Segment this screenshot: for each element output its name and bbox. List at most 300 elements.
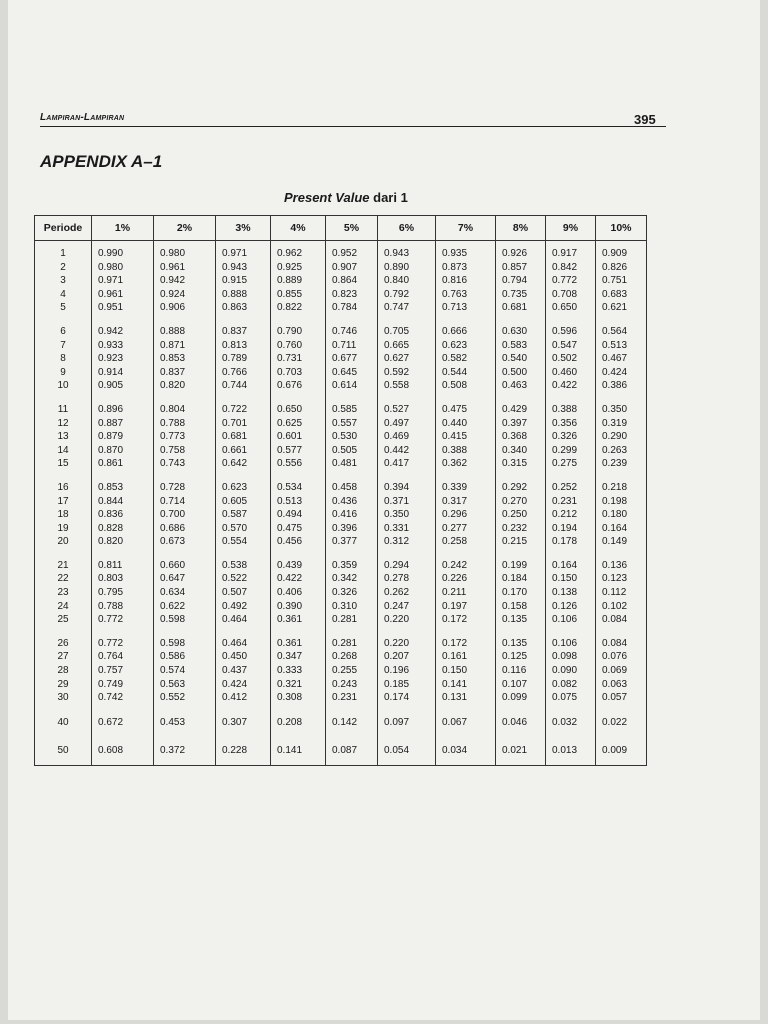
- rate-cell: [546, 737, 596, 766]
- pv-value: 0.686: [160, 522, 186, 534]
- period-cell: [35, 553, 92, 631]
- pv-value: 0.577: [277, 444, 303, 456]
- pv-value: 0.582: [442, 353, 468, 365]
- period-value: 40: [57, 717, 69, 729]
- pv-value: 0.255: [332, 665, 358, 677]
- pv-value: 0.926: [502, 248, 528, 259]
- rate-cell: [154, 319, 216, 397]
- pv-value: 0.942: [160, 275, 186, 287]
- pv-value: 0.784: [332, 302, 358, 314]
- pv-value: 0.116: [502, 665, 527, 677]
- pv-value: 0.131: [442, 692, 468, 704]
- pv-value: 0.502: [552, 353, 578, 365]
- appendix-title: APPENDIX A–1: [40, 152, 163, 171]
- pv-value: 0.813: [222, 339, 248, 351]
- pv-value: 0.677: [332, 353, 358, 365]
- header-rate: 7%: [436, 216, 496, 241]
- pv-value: 0.377: [332, 536, 358, 548]
- pv-value: 0.773: [160, 431, 186, 443]
- pv-value: 0.126: [552, 600, 578, 612]
- pv-value: 0.666: [442, 325, 468, 337]
- pv-value: 0.917: [552, 248, 578, 259]
- pv-value: 0.735: [502, 288, 528, 300]
- pv-value: 0.138: [552, 587, 578, 599]
- pv-value: 0.396: [332, 522, 358, 534]
- pv-value: 0.905: [98, 380, 124, 392]
- pv-value: 0.319: [602, 417, 628, 429]
- pv-value: 0.816: [442, 275, 468, 287]
- pv-value: 0.296: [442, 509, 468, 521]
- pv-value: 0.390: [277, 600, 303, 612]
- pv-value: 0.558: [384, 380, 410, 392]
- pv-value: 0.887: [98, 417, 124, 429]
- rate-cell: [92, 709, 154, 737]
- rate-cell: [436, 475, 496, 553]
- pv-value: 0.242: [442, 559, 468, 571]
- pv-value: 0.371: [384, 495, 410, 507]
- pv-value: 0.772: [552, 275, 578, 287]
- pv-value: 0.417: [384, 458, 410, 470]
- pv-value: 0.361: [277, 637, 303, 649]
- pv-value: 0.436: [332, 495, 358, 507]
- pv-value: 0.009: [602, 745, 628, 757]
- period-cell: [35, 241, 92, 319]
- pv-value: 0.961: [160, 261, 186, 273]
- pv-value: 0.294: [384, 559, 410, 571]
- pv-value: 0.087: [332, 745, 358, 757]
- rate-cell: [378, 397, 436, 475]
- period-value: 9: [60, 366, 66, 378]
- pv-value: 0.630: [502, 325, 528, 337]
- running-header: Lampiran-Lampiran: [40, 112, 125, 123]
- rate-cell: [596, 319, 647, 397]
- pv-value: 0.196: [384, 665, 410, 677]
- rate-cell: [326, 553, 378, 631]
- pv-value: 0.598: [160, 637, 186, 649]
- pv-value: 0.650: [552, 302, 578, 314]
- pv-value: 0.243: [332, 678, 358, 690]
- rate-cell: [596, 475, 647, 553]
- rate-cell: [596, 553, 647, 631]
- pv-value: 0.270: [502, 495, 528, 507]
- rate-cell: [378, 553, 436, 631]
- pv-value: 0.587: [222, 509, 248, 521]
- pv-value: 0.623: [442, 339, 468, 351]
- pv-value: 0.164: [602, 522, 628, 534]
- pv-value: 0.530: [332, 431, 358, 443]
- pv-value: 0.728: [160, 481, 186, 493]
- pv-value: 0.308: [277, 692, 303, 704]
- rate-cell: [378, 475, 436, 553]
- period-value: 27: [57, 651, 69, 663]
- pv-value: 0.342: [332, 573, 358, 585]
- pv-value: 0.046: [502, 717, 528, 729]
- pv-value: 0.125: [502, 651, 528, 663]
- pv-value: 0.596: [552, 325, 578, 337]
- pv-value: 0.290: [602, 431, 628, 443]
- pv-value: 0.063: [602, 678, 628, 690]
- header-rate: 4%: [271, 216, 326, 241]
- pv-value: 0.458: [332, 481, 358, 493]
- pv-value: 0.172: [442, 637, 468, 649]
- pv-value: 0.232: [502, 522, 528, 534]
- pv-value: 0.853: [98, 481, 124, 493]
- pv-value: 0.661: [222, 444, 248, 456]
- present-value-table: [34, 215, 647, 766]
- pv-value: 0.794: [502, 275, 528, 287]
- pv-value: 0.605: [222, 495, 248, 507]
- pv-value: 0.102: [602, 600, 628, 612]
- pv-value: 0.021: [502, 745, 528, 757]
- pv-value: 0.714: [160, 495, 186, 507]
- pv-value: 0.422: [277, 573, 303, 585]
- rate-cell: [326, 397, 378, 475]
- pv-value: 0.158: [502, 600, 528, 612]
- rate-cell: [596, 737, 647, 766]
- pv-value: 0.990: [98, 248, 124, 259]
- pv-value: 0.450: [222, 651, 248, 663]
- pv-value: 0.746: [332, 325, 358, 337]
- pv-value: 0.475: [442, 403, 468, 415]
- pv-value: 0.513: [277, 495, 303, 507]
- period-value: 10: [57, 380, 69, 392]
- period-value: 26: [57, 637, 69, 649]
- pv-value: 0.708: [552, 288, 578, 300]
- pv-value: 0.564: [602, 325, 628, 337]
- table-row-group: [35, 709, 647, 737]
- pv-value: 0.442: [384, 444, 410, 456]
- pv-value: 0.467: [602, 353, 628, 365]
- pv-value: 0.592: [384, 366, 410, 378]
- pv-value: 0.315: [502, 458, 528, 470]
- pv-value: 0.231: [332, 692, 358, 704]
- pv-value: 0.906: [160, 302, 186, 314]
- pv-value: 0.386: [602, 380, 628, 392]
- table-row-group: [35, 475, 647, 553]
- pv-value: 0.347: [277, 651, 303, 663]
- period-value: 28: [57, 665, 69, 677]
- pv-value: 0.141: [442, 678, 468, 690]
- rate-cell: [271, 397, 326, 475]
- pv-value: 0.239: [602, 458, 628, 470]
- pv-value: 0.170: [502, 587, 528, 599]
- page-number: 395: [634, 112, 656, 127]
- pv-value: 0.507: [222, 587, 248, 599]
- pv-value: 0.292: [502, 481, 528, 493]
- pv-value: 0.150: [442, 665, 468, 677]
- pv-value: 0.494: [277, 509, 303, 521]
- pv-value: 0.112: [602, 587, 627, 599]
- rate-cell: [546, 475, 596, 553]
- pv-value: 0.935: [442, 248, 468, 259]
- pv-value: 0.861: [98, 458, 124, 470]
- pv-value: 0.622: [160, 600, 186, 612]
- rate-cell: [436, 709, 496, 737]
- pv-value: 0.032: [552, 717, 578, 729]
- rate-cell: [154, 737, 216, 766]
- pv-value: 0.870: [98, 444, 124, 456]
- pv-value: 0.141: [277, 745, 303, 757]
- rate-cell: [154, 475, 216, 553]
- rate-cell: [496, 631, 546, 709]
- rate-cell: [326, 475, 378, 553]
- rate-cell: [271, 241, 326, 319]
- pv-value: 0.971: [98, 275, 124, 287]
- pv-value: 0.412: [222, 692, 248, 704]
- rate-cell: [92, 475, 154, 553]
- pv-value: 0.226: [442, 573, 468, 585]
- pv-value: 0.211: [442, 587, 467, 599]
- pv-value: 0.914: [98, 366, 124, 378]
- pv-value: 0.890: [384, 261, 410, 273]
- pv-value: 0.098: [552, 651, 578, 663]
- header-rate: 1%: [92, 216, 154, 241]
- pv-value: 0.022: [602, 717, 628, 729]
- table-row-group: [35, 397, 647, 475]
- pv-value: 0.268: [332, 651, 358, 663]
- pv-value: 0.540: [502, 353, 528, 365]
- pv-value: 0.907: [332, 261, 358, 273]
- pv-value: 0.552: [160, 692, 186, 704]
- header-rate: 3%: [216, 216, 271, 241]
- pv-value: 0.570: [222, 522, 248, 534]
- period-value: 6: [60, 325, 66, 337]
- table-body: [35, 241, 647, 766]
- rate-cell: [546, 319, 596, 397]
- pv-value: 0.743: [160, 458, 186, 470]
- rate-cell: [92, 553, 154, 631]
- header-rate: 6%: [378, 216, 436, 241]
- pv-value: 0.508: [442, 380, 468, 392]
- pv-value: 0.388: [442, 444, 468, 456]
- pv-value: 0.789: [222, 353, 248, 365]
- period-value: 16: [57, 481, 69, 493]
- pv-value: 0.228: [222, 745, 248, 757]
- header-rate: 9%: [546, 216, 596, 241]
- table-row-group: [35, 241, 647, 319]
- pv-value: 0.084: [602, 637, 628, 649]
- rate-cell: [216, 553, 271, 631]
- pv-value: 0.681: [502, 302, 528, 314]
- pv-value: 0.820: [160, 380, 186, 392]
- pv-value: 0.275: [552, 458, 578, 470]
- rate-cell: [216, 475, 271, 553]
- pv-value: 0.672: [98, 717, 124, 729]
- rate-cell: [271, 319, 326, 397]
- pv-value: 0.107: [502, 678, 528, 690]
- pv-value: 0.135: [502, 637, 528, 649]
- pv-value: 0.758: [160, 444, 186, 456]
- pv-value: 0.563: [160, 678, 186, 690]
- pv-value: 0.888: [160, 325, 186, 337]
- pv-value: 0.788: [160, 417, 186, 429]
- pv-value: 0.614: [332, 380, 358, 392]
- period-value: 12: [57, 417, 69, 429]
- pv-value: 0.857: [502, 261, 528, 273]
- rate-cell: [92, 631, 154, 709]
- rate-cell: [436, 241, 496, 319]
- rate-cell: [216, 631, 271, 709]
- pv-value: 0.971: [222, 248, 248, 259]
- pv-value: 0.135: [502, 614, 528, 626]
- pv-value: 0.842: [552, 261, 578, 273]
- rate-cell: [596, 397, 647, 475]
- rate-cell: [436, 397, 496, 475]
- pv-value: 0.340: [502, 444, 528, 456]
- pv-value: 0.700: [160, 509, 186, 521]
- pv-value: 0.820: [98, 536, 124, 548]
- pv-value: 0.642: [222, 458, 248, 470]
- pv-value: 0.772: [98, 637, 124, 649]
- header-rate: 10%: [596, 216, 647, 241]
- header-rule: [40, 126, 666, 127]
- pv-value: 0.621: [602, 302, 628, 314]
- rate-cell: [496, 241, 546, 319]
- pv-value: 0.889: [277, 275, 303, 287]
- rate-cell: [271, 737, 326, 766]
- pv-value: 0.199: [502, 559, 528, 571]
- period-value: 18: [57, 509, 69, 521]
- pv-value: 0.463: [502, 380, 528, 392]
- caption-italic: Present Value: [284, 190, 370, 205]
- pv-value: 0.281: [332, 637, 358, 649]
- pv-value: 0.840: [384, 275, 410, 287]
- pv-value: 0.437: [222, 665, 248, 677]
- pv-value: 0.803: [98, 573, 124, 585]
- period-value: 23: [57, 587, 69, 599]
- pv-value: 0.585: [332, 403, 358, 415]
- period-cell: [35, 737, 92, 766]
- pv-value: 0.608: [98, 745, 124, 757]
- pv-value: 0.388: [552, 403, 578, 415]
- period-value: 29: [57, 678, 69, 690]
- rate-cell: [546, 709, 596, 737]
- pv-value: 0.792: [384, 288, 410, 300]
- pv-value: 0.749: [98, 678, 124, 690]
- period-cell: [35, 319, 92, 397]
- period-cell: [35, 631, 92, 709]
- rate-cell: [154, 709, 216, 737]
- rate-cell: [216, 737, 271, 766]
- pv-value: 0.952: [332, 248, 358, 259]
- period-value: 8: [60, 353, 66, 365]
- pv-value: 0.161: [442, 651, 468, 663]
- pv-value: 0.766: [222, 366, 248, 378]
- pv-value: 0.084: [602, 614, 628, 626]
- pv-value: 0.705: [384, 325, 410, 337]
- pv-value: 0.481: [332, 458, 358, 470]
- pv-value: 0.185: [384, 678, 410, 690]
- period-cell: [35, 475, 92, 553]
- rate-cell: [378, 631, 436, 709]
- rate-cell: [496, 397, 546, 475]
- pv-value: 0.149: [602, 536, 628, 548]
- pv-value: 0.703: [277, 366, 303, 378]
- pv-value: 0.665: [384, 339, 410, 351]
- pv-value: 0.164: [552, 559, 578, 571]
- pv-value: 0.701: [222, 417, 248, 429]
- pv-value: 0.747: [384, 302, 410, 314]
- rate-cell: [326, 319, 378, 397]
- pv-value: 0.333: [277, 665, 303, 677]
- pv-value: 0.464: [222, 614, 248, 626]
- pv-value: 0.106: [552, 637, 578, 649]
- pv-value: 0.416: [332, 509, 358, 521]
- pv-value: 0.645: [332, 366, 358, 378]
- header-periode: Periode: [35, 216, 92, 241]
- period-value: 4: [60, 288, 66, 300]
- pv-value: 0.522: [222, 573, 248, 585]
- rate-cell: [271, 631, 326, 709]
- pv-value: 0.557: [332, 417, 358, 429]
- rate-cell: [546, 397, 596, 475]
- rate-cell: [596, 241, 647, 319]
- pv-value: 0.082: [552, 678, 578, 690]
- pv-value: 0.057: [602, 692, 628, 704]
- pv-value: 0.943: [222, 261, 248, 273]
- pv-value: 0.836: [98, 509, 124, 521]
- header-rate: 8%: [496, 216, 546, 241]
- pv-value: 0.312: [384, 536, 410, 548]
- pv-value: 0.909: [602, 248, 628, 259]
- rate-cell: [326, 631, 378, 709]
- rate-cell: [596, 709, 647, 737]
- pv-value: 0.456: [277, 536, 303, 548]
- period-value: 30: [57, 692, 69, 704]
- pv-value: 0.711: [332, 339, 357, 351]
- period-value: 1: [60, 248, 66, 259]
- pv-value: 0.961: [98, 288, 124, 300]
- pv-value: 0.744: [222, 380, 248, 392]
- pv-value: 0.326: [332, 587, 358, 599]
- pv-value: 0.415: [442, 431, 468, 443]
- rate-cell: [326, 241, 378, 319]
- pv-value: 0.933: [98, 339, 124, 351]
- pv-value: 0.554: [222, 536, 248, 548]
- pv-value: 0.368: [502, 431, 528, 443]
- pv-value: 0.184: [502, 573, 528, 585]
- pv-value: 0.069: [602, 665, 628, 677]
- pv-value: 0.331: [384, 522, 410, 534]
- pv-value: 0.823: [332, 288, 358, 300]
- period-value: 21: [57, 559, 69, 571]
- pv-value: 0.722: [222, 403, 248, 415]
- pv-value: 0.647: [160, 573, 186, 585]
- table-row-group: [35, 737, 647, 766]
- pv-value: 0.497: [384, 417, 410, 429]
- rate-cell: [378, 737, 436, 766]
- rate-cell: [496, 737, 546, 766]
- rate-cell: [154, 553, 216, 631]
- table-caption: [284, 190, 408, 205]
- period-cell: [35, 397, 92, 475]
- pv-value: 0.356: [552, 417, 578, 429]
- period-value: 25: [57, 614, 69, 626]
- pv-value: 0.583: [502, 339, 528, 351]
- pv-value: 0.208: [277, 717, 303, 729]
- pv-value: 0.034: [442, 745, 468, 757]
- pv-value: 0.915: [222, 275, 248, 287]
- pv-value: 0.574: [160, 665, 186, 677]
- pv-value: 0.263: [602, 444, 628, 456]
- rate-cell: [326, 737, 378, 766]
- pv-value: 0.863: [222, 302, 248, 314]
- pv-value: 0.924: [160, 288, 186, 300]
- pv-value: 0.277: [442, 522, 468, 534]
- table-header-row: [35, 216, 647, 241]
- pv-value: 0.790: [277, 325, 303, 337]
- pv-value: 0.623: [222, 481, 248, 493]
